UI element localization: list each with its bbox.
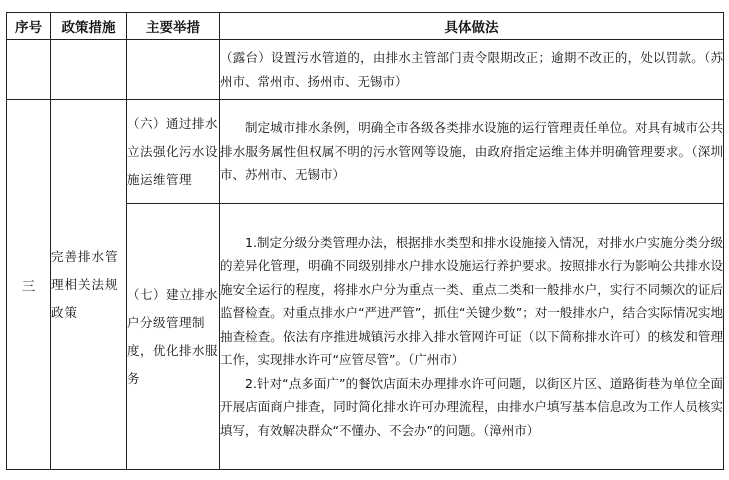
table-row [7,100,724,204]
header-measure: 主要举措 [127,13,220,40]
detail-cell [220,204,724,470]
measure-cell [127,40,220,100]
header-policy: 政策措施 [51,13,127,40]
policy-cell [51,40,127,100]
detail-paragraph: 1.制定分级分类管理办法，根据排水类型和排水设施接入情况，对排水户实施分类分级的差异化管理，明确不同级别排水户排水设施运行养护要求。按照排水行为影响公共排水设施安全运行的程度，将排水户分为重点一类、重点二类和一般排水户，实行不同频次的证后监督检查。对重点排水户“严进严管”，抓住“关键少数”；对一般排水户，结合实际情况实地抽查检查。依法有序推进城镇污水排入排水管网许可证（以下简称排水许可）的核发和管理工作，实现排水许可“应管尽管”。（广州市） [220,234,723,368]
detail-cell [220,40,724,100]
detail-paragraph: 2.针对“点多面广”的餐饮店面未办理排水许可问题，以街区片区、道路街巷为单位全面开展店面商户排查，同时简化排水许可办理流程，由排水户填写基本信息改为工作人员核实填写，有效解决群众“不懂办、不会办”的问题。（漳州市） [220,375,723,438]
row-number [7,40,51,100]
detail-paragraph: （露台）设置污水管道的，由排水主管部门责令限期改正；逾期不改正的，处以罚款。（苏州市、常州市、扬州市、无锡市） [220,50,723,89]
measure-cell: （六）通过排水立法强化污水设施运维管理 [127,100,220,204]
table-row [7,40,724,100]
row-number: 三 [7,100,51,470]
measure-cell: （七）建立排水户分级管理制度，优化排水服务 [127,204,220,470]
detail-paragraph: 制定城市排水条例，明确全市各级各类排水设施的运行管理责任单位。对具有城市公共排水服务属性但权属不明的污水管网等设施，由政府指定运维主体并明确管理要求。（深圳市、苏州市、无锡市） [220,120,723,183]
policy-cell: 完善排水管理相关法规政策 [51,100,127,470]
table-header-row [7,13,724,40]
header-number: 序号 [7,13,51,40]
policy-table [6,12,724,470]
detail-cell [220,100,724,204]
header-detail: 具体做法 [220,13,724,40]
